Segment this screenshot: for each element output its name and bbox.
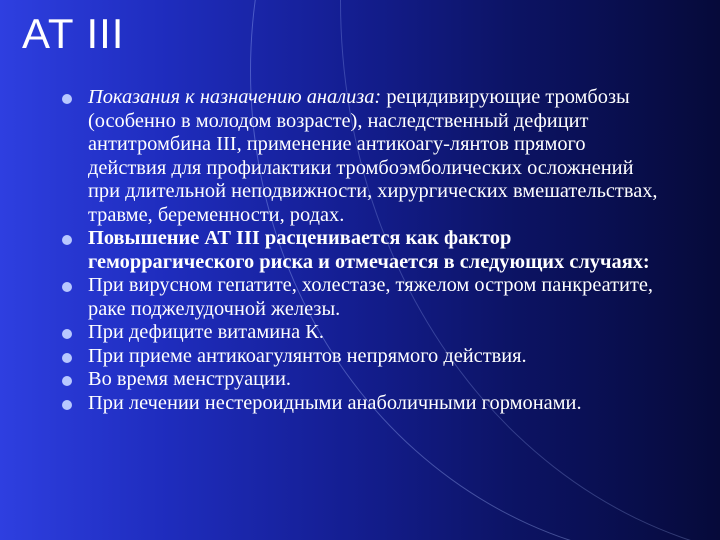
bullet-item-vitamin-k — [0, 321, 668, 345]
bullet-dot-icon — [62, 376, 72, 386]
bullet-text: Во время менструации. — [88, 368, 291, 390]
slide-title: AT III — [22, 10, 125, 57]
bullet-lead: Показания к назначению анализа: — [88, 86, 382, 108]
bullet-text: Повышение АТ III расценивается как фактор геморрагического риска и отмечается в следующих случаях: — [88, 227, 650, 273]
bullet-dot-icon — [62, 282, 72, 292]
bullet-item-menstruation — [0, 368, 668, 392]
bullet-dot-icon — [62, 329, 72, 339]
bullet-dot-icon — [62, 400, 72, 410]
bullet-item-increase-heading — [0, 227, 668, 274]
bullet-text: При лечении нестероидными анаболичными гормонами. — [88, 391, 582, 414]
bullet-text: При приеме антикоагулянтов непрямого действия. — [88, 344, 527, 367]
bullet-list — [0, 86, 720, 415]
bullet-text: При вирусном гепатите, холестазе, тяжелом остром панкреатите, раке поджелудочной железы. — [88, 274, 654, 320]
bullet-dot-icon — [62, 94, 72, 104]
bullet-text: При дефиците витамина К. — [88, 321, 324, 343]
bullet-text: рецидивирующие тромбозы (особенно в молодом возрасте), наследственный дефицит антитромбина III, применение антикоагу-лянтов прямого действия для профилактики тромбоэмболических осложнений при длительной неподвижности, хирургических вмешательствах, травме, беременности, родах. — [88, 86, 658, 226]
bullet-item-anabolic — [0, 392, 668, 416]
bullet-dot-icon — [62, 353, 72, 363]
bullet-item-indications — [0, 86, 668, 227]
bullet-item-anticoagulants — [0, 345, 668, 369]
bullet-item-hepatitis — [0, 274, 668, 321]
bullet-dot-icon — [62, 235, 72, 245]
